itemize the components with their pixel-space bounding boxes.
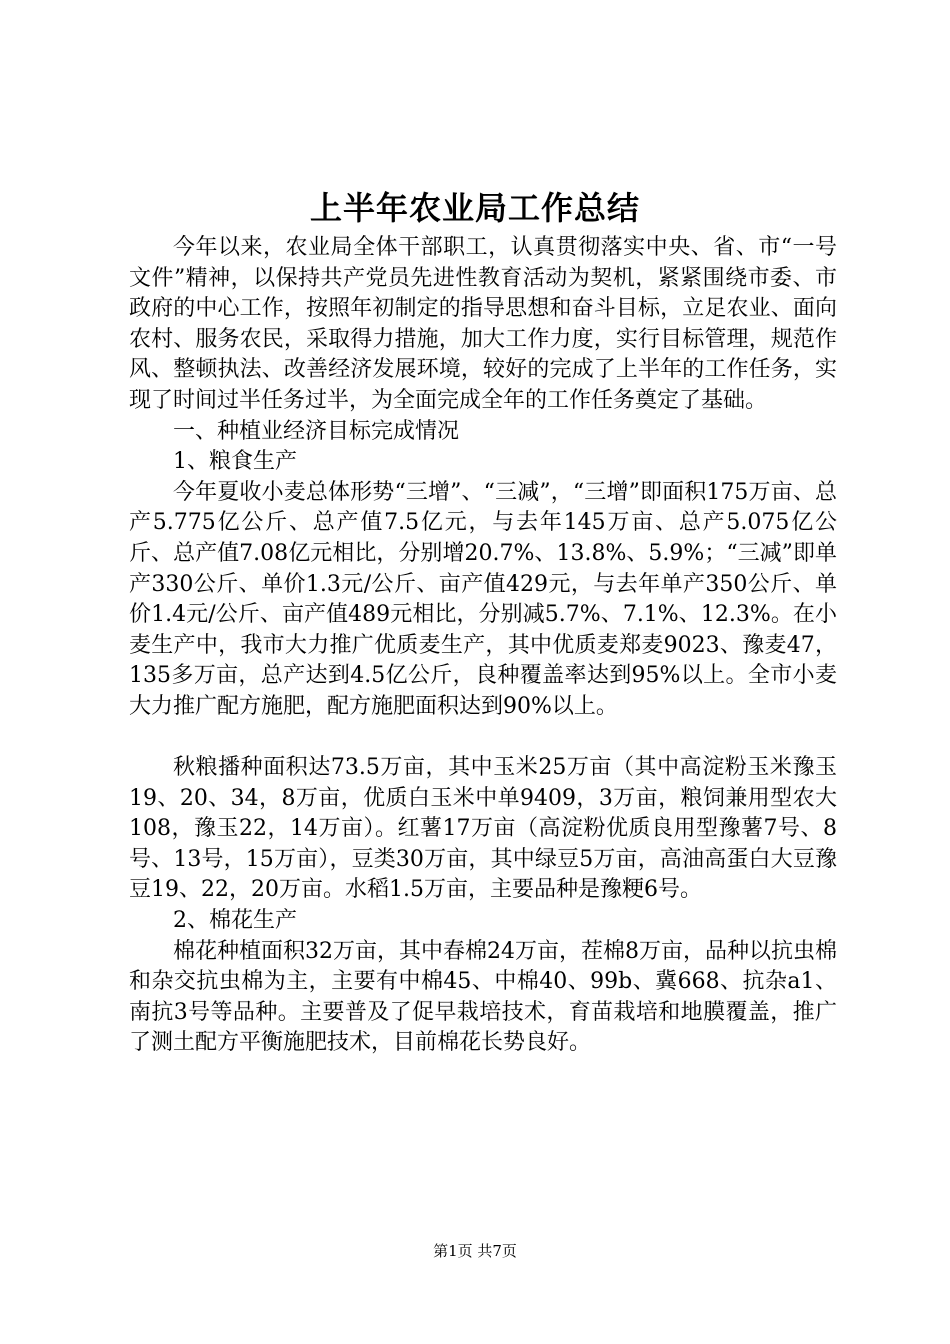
autumn-grain-paragraph: 秋粮播种面积达73.5万亩，其中玉米25万亩（其中高淀粉玉米豫玉19、20、34，8万亩，优质白玉米中单9409，3万亩，粮饲兼用型农大108，豫玉22，14万亩）。红薯17万亩（高淀粉优质良用型豫薯7号、8号、13号，15万亩），豆类30万亩，其中绿豆5万亩，高油高蛋白大豆豫豆19、22，20万亩。水稻1.5万亩，主要品种是豫粳6号。 [129, 755, 837, 903]
intro-paragraph: 今年以来，农业局全体干部职工，认真贯彻落实中央、省、市“一号文件”精神，以保持共产党员先进性教育活动为契机，紧紧围绕市委、市政府的中心工作，按照年初制定的指导思想和奋斗目标，立足农业、面向农村、服务农民，采取得力措施，加大工作力度，实行目标管理，规范作风、整顿执法、改善经济发展环境，较好的完成了上半年的工作任务，实现了时间过半任务过半，为全面完成全年的工作任务奠定了基础。 [129, 235, 837, 413]
document-title: 上半年农业局工作总结 [309, 189, 640, 227]
subsection-heading-grain: 1、粮食生产 [173, 449, 297, 475]
wheat-paragraph: 今年夏收小麦总体形势“三增”、“三减”，“三增”即面积175万亩、总产5.775亿公斤、总产值7.5亿元，与去年145万亩、总产5.075亿公斤、总产值7.08亿元相比，分别增20.7%、13.8%、5.9%；“三减”即单产330公斤、单价1.3元/公斤、亩产值429元，与去年单产350公斤、单价1.4元/公斤、亩产值489元相比，分别减5.7%、7.1%、12.3%。在小麦生产中，我市大力推广优质麦生产，其中优质麦郑麦9023、豫麦47，135多万亩，总产达到4.5亿公斤，良种覆盖率达到95%以上。全市小麦大力推广配方施肥，配方施肥面积达到90%以上。 [129, 479, 837, 719]
cotton-paragraph: 棉花种植面积32万亩，其中春棉24万亩，茬棉8万亩，品种以抗虫棉和杂交抗虫棉为主，主要有中棉45、中棉40、99b、冀668、抗杂a1、南抗3号等品种。主要普及了促早栽培技术，育苗栽培和地膜覆盖，推广了测土配方平衡施肥技术，目前棉花长势良好。 [129, 938, 837, 1056]
page-footer: 第1页 共7页 [433, 1242, 517, 1260]
subsection-heading-cotton: 2、棉花生产 [173, 908, 297, 934]
document-body [129, 233, 837, 1059]
section-heading-planting: 一、种植业经济目标完成情况 [173, 418, 460, 444]
paragraph-spacer [129, 723, 837, 754]
